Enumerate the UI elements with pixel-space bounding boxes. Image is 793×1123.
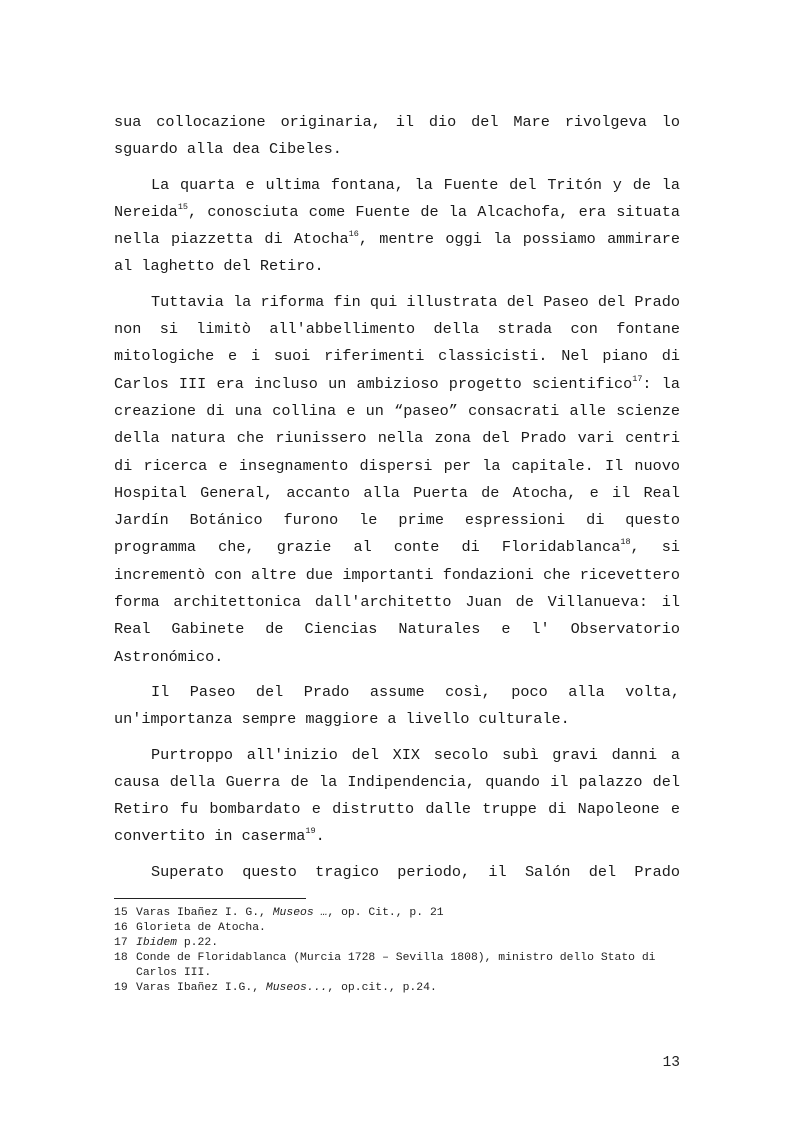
footnote-17 [114,936,684,951]
footnote-number: 18 [114,951,128,964]
footnote-number: 16 [114,921,128,934]
footnote-text: Conde de Floridablanca (Murcia 1728 – Sevilla 1808), ministro dello Stato di Carlos III. [136,951,656,979]
footnote-text: Varas Ibañez I.G., Museos..., op.cit., p.24. [136,981,437,994]
paragraph-3: Tuttavia la riforma fin qui illustrata del Paseo del Prado non si limitò all'abbellimento della strada con fontane mitologiche e i suoi riferimenti classicisti. Nel piano di Carlos III era incluso un ambizioso progetto scientifico$^{17}$: la creazione di una collina e un “paseo” consacrati alle scienze della natura che riunissero nella zona del Prado vari centri di ricerca e insegnamento dispersi per la capitale. Il nuovo Hospital General, accanto alla Puerta de Atocha, e il Real Jardín Botánico furono le prime espressioni di questo programma che, grazie al conte di Floridablanca$^{18}$, si incrementò con altre due importanti fondazioni che ricevettero forma architettonica dall'architetto Juan de Villanueva: il Real Gabinete de Ciencias Naturales e l' Observatorio Astronómico. [114,292,680,666]
footnote-text: Glorieta de Atocha. [136,921,266,934]
paragraph-2: La quarta e ultima fontana, la Fuente del Tritón y de la Nereida$^{15}$, conosciuta come Fuente de la Alcachofa, era situata nella piazzetta di Atocha$^{16}$, mentre oggi la possiamo ammirare al laghetto del Retiro. [114,175,680,276]
footnote-number: 17 [114,936,128,949]
page-number: 13 [662,1055,680,1071]
footnote-text: Ibidem p.22. [136,936,219,949]
body-text [114,109,680,886]
footnote-18 [114,951,684,981]
paragraph-6: Superato questo tragico periodo, il Salón del Prado [151,862,680,881]
footnote-number: 15 [114,907,128,919]
footnote-ref-17[interactable]: 17 [632,373,643,384]
footnote-number: 19 [114,981,128,994]
footnote-16 [114,921,684,936]
footnote-15 [114,906,684,921]
paragraph-1: sua collocazione originaria, il dio del Mare rivolgeva lo sguardo alla dea Cibeles. [114,113,680,159]
footnote-19 [114,981,684,996]
footnotes [114,906,684,995]
footnote-ref-18[interactable]: 18 [620,537,631,548]
footnote-text: Varas Ibañez I. G., Museos …, op. Cit., p. 21 [136,907,444,919]
footnote-ref-19[interactable]: 19 [305,826,316,837]
footnote-separator [114,898,306,899]
paragraph-5: Purtroppo all'inizio del XIX secolo subì gravi danni a causa della Guerra de la Indipendencia, quando il palazzo del Retiro fu bombardato e distrutto dalle truppe di Napoleone e convertito in caserma$^{19}$. [114,745,680,846]
footnote-ref-15[interactable]: 15 [177,201,189,212]
footnote-ref-16[interactable]: 16 [348,229,359,240]
paragraph-4: Il Paseo del Prado assume così, poco alla volta, un'importanza sempre maggiore a livello culturale. [114,682,680,729]
